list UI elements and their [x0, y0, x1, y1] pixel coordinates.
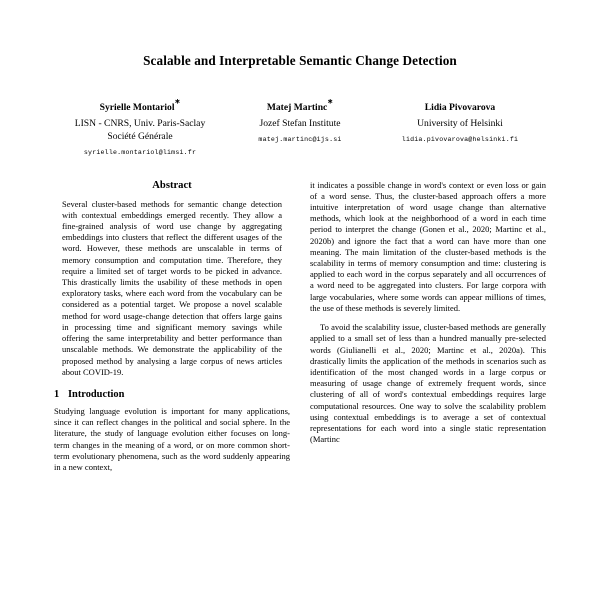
- section-title: Introduction: [68, 389, 125, 401]
- author-name-line: [380, 95, 540, 117]
- author-email: lidia.pivovarova@helsinki.fi: [401, 135, 519, 143]
- author-1: [220, 95, 380, 144]
- author-email: matej.martinc@ijs.si: [258, 135, 342, 143]
- author-footnote-marker: ∗: [174, 97, 181, 106]
- author-footnote-marker: ∗: [327, 97, 334, 106]
- author-2: [380, 95, 540, 144]
- author-0: [60, 95, 220, 157]
- author-name: Matej Martinc: [266, 102, 328, 114]
- author-email: syrielle.montariol@limsi.fr: [83, 148, 197, 156]
- author-affiliation-line1: University of Helsinki: [417, 117, 503, 129]
- two-column-body: [54, 180, 546, 482]
- right-paragraph-1: it indicates a possible change in word's context or even loss or gain of a word sense. Thus, the cluster-based approach offers a more intuitive interpretation of word usage change than alternative methods, which look at the neighborhood of a word in each time period to interpret the change (Gonen et al., 2020; Martinc et al., 2020b) and ignore the fact that a word can have more than one meaning. The main limitation of the cluster-based methods is the scalability in terms of memory consumption and time: clustering is applied to each word in the corpus separately and all occurrences of a word need to be aggregated into clusters. For large corpora with large vocabularies, where some words can appear millions of times, the use of these methods is severely limited.: [310, 179, 546, 313]
- author-affiliation-line1: LISN - CNRS, Univ. Paris-Saclay: [74, 117, 206, 129]
- right-column: [310, 180, 546, 454]
- author-affiliation-line2: Société Générale: [107, 130, 173, 142]
- right-paragraph-2: To avoid the scalability issue, cluster-based methods are generally applied to a small set of less than a hundred manually pre-selected words (Giulianelli et al., 2020; Martinc et al., 2020a). This drastically limits the application of the methods in scenarios such as identification of the most changed words in a large corpus or measuring of usage change of extremely frequent words, since clustering of all of word's contextual embeddings requires large computational resources. One way to solve the scalability problem using contextual embeddings is to average a set of contextual representations for each word into a single static representation (Martinc: [310, 322, 546, 445]
- abstract-text: Several cluster-based methods for semantic change detection with contextual embeddings emerged recently. They allow a fine-grained analysis of word use change by aggregating embeddings into clusters that reflect the different usages of the word. However, these methods are unscalable in terms of memory consumption and computation time. Therefore, they require a limited set of target words to be picked in advance. This drastically limits the usability of these methods in open exploratory tasks, where each word from the vocabulary can be considered as a potential target. We propose a novel scalable method for word usage-change detection that offers large gains in processing time and significant memory savings while offering the same interpretability and better performance than unscalable methods. We demonstrate the applicability of the proposed method by analysing a large corpus of news articles about COVID-19.: [62, 198, 282, 377]
- author-name: Lidia Pivovarova: [424, 102, 496, 114]
- left-column: [54, 180, 290, 482]
- intro-paragraph-1: Studying language evolution is important for many applications, since it can reflect changes in the political and social sphere. In the literature, the study of language evolution either focuses on long-term changes in the meaning of a word, or on more common short-term evolutionary phenomena, such as the word suddenly appearing in a new context,: [54, 406, 290, 473]
- author-affiliation-line1: Jozef Stefan Institute: [259, 117, 341, 129]
- section-number: 1: [54, 389, 60, 401]
- author-name-line: [220, 95, 380, 117]
- author-name: Syrielle Montariol: [99, 102, 175, 114]
- section-heading-introduction: [54, 389, 290, 400]
- author-block: [60, 95, 540, 157]
- page-title: Scalable and Interpretable Semantic Change Detection: [143, 53, 457, 68]
- author-name-line: [60, 95, 220, 117]
- abstract-heading: Abstract: [152, 179, 192, 191]
